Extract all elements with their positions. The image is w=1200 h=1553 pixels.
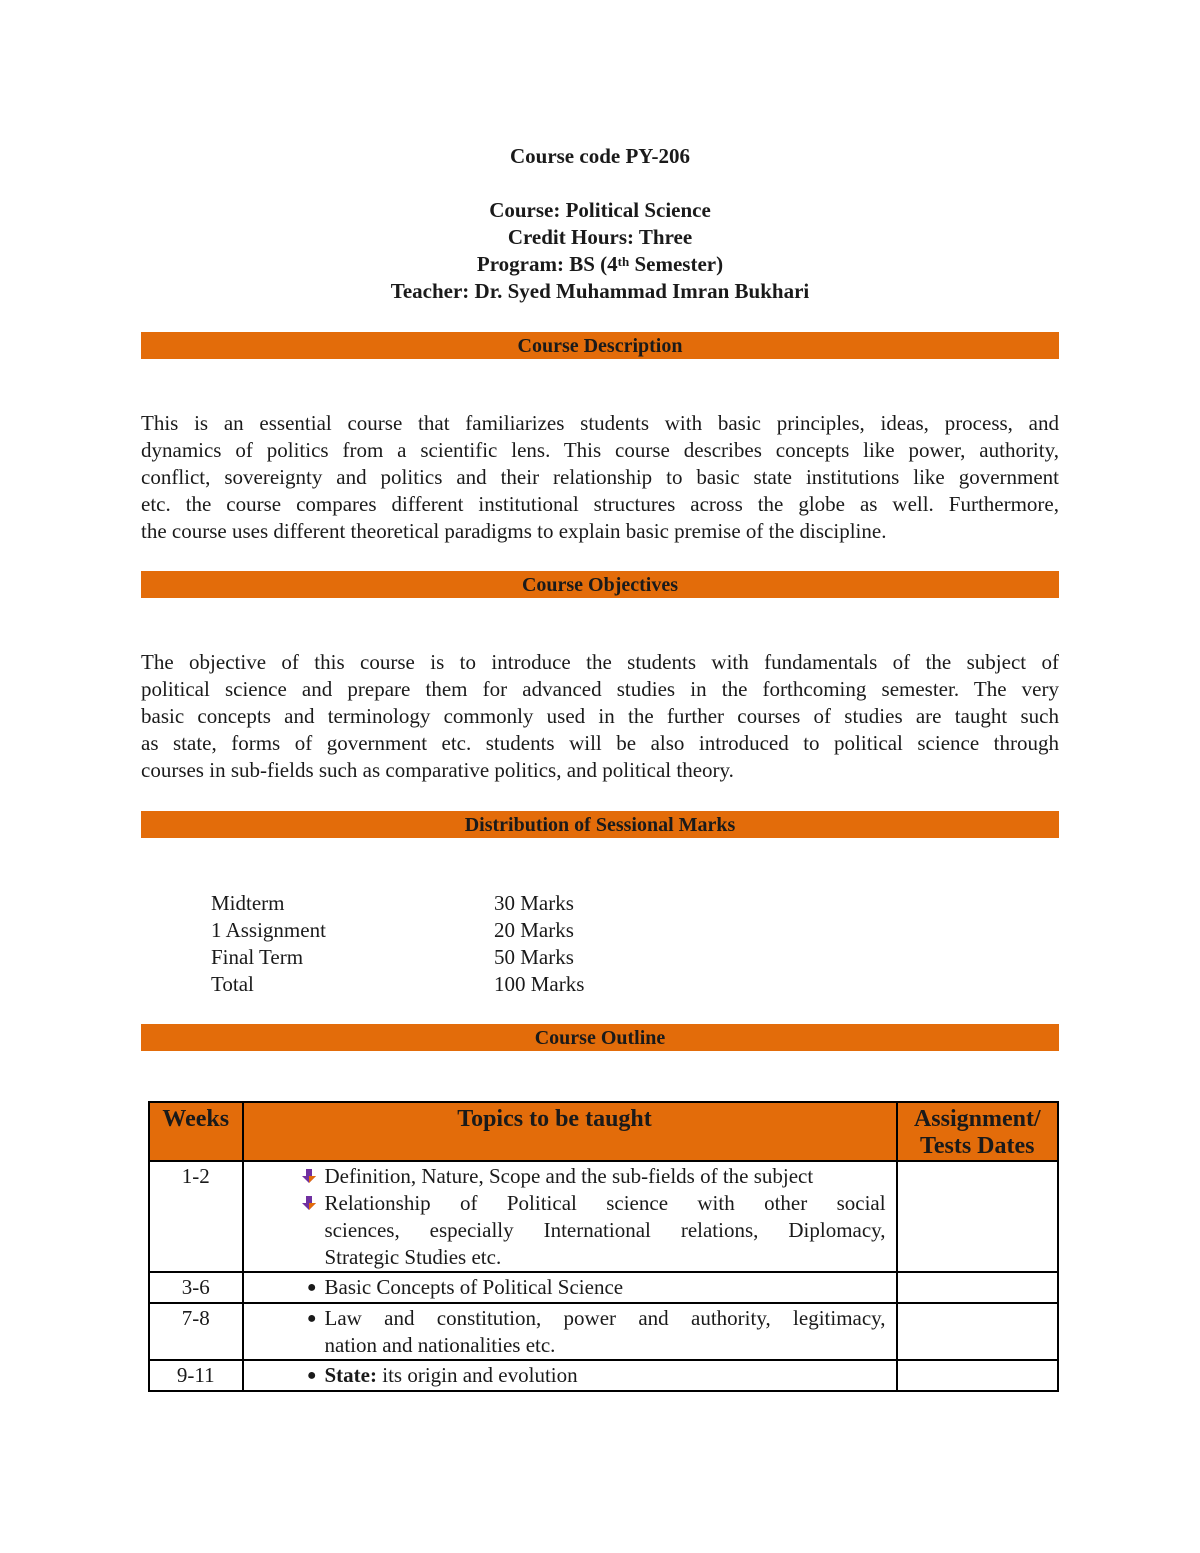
weeks-cell: 1-2 [149,1161,243,1272]
section-bar-course-objectives: Course Objectives [141,571,1059,598]
header-dates: Assignment/ Tests Dates [897,1102,1058,1161]
list-item: Definition, Nature, Scope and the sub-fields of the subject [244,1163,886,1190]
dates-cell [897,1272,1058,1303]
table-row [149,1360,1058,1391]
weeks-cell: 3-6 [149,1272,243,1303]
course-code: Course code PY-206 [509,144,691,168]
dates-cell [897,1360,1058,1391]
down-arrow-bullet-icon [244,1163,325,1190]
section-bar-sessional-marks: Distribution of Sessional Marks [141,811,1059,838]
table-row [149,1161,1058,1272]
weeks-cell: 7-8 [149,1303,243,1360]
dot-bullet-icon: ● [306,1367,317,1384]
section-bar-course-outline: Course Outline [141,1024,1059,1051]
list-item: Relationship of Political science with other social sciences, especially International relations, Diplomacy, Strategic Studies etc. [244,1190,886,1271]
course-name: Course: Political Science [489,198,711,222]
table-row [149,1303,1058,1360]
teacher: Teacher: Dr. Syed Muhammad Imran Bukhari [390,279,810,303]
section-bar-course-description: Course Description [141,332,1059,359]
table-header-row [149,1102,1058,1161]
credit-hours: Credit Hours: Three [507,225,693,249]
topics-cell [243,1303,897,1360]
header-topics: Topics to be taught [243,1102,897,1161]
topics-cell [243,1272,897,1303]
marks-row: Total 100 Marks [211,972,585,996]
marks-row: 1 Assignment 20 Marks [211,918,574,942]
course-outline-table [148,1101,1059,1392]
list-item: ● Law and constitution, power and authority, legitimacy, nation and nationalities etc. [244,1305,886,1359]
program: Program: BS (4th Semester) [476,252,724,276]
header-weeks: Weeks [149,1102,243,1161]
down-arrow-bullet-icon [244,1190,325,1271]
course-objectives-text: The objective of this course is to introduce the students with fundamentals of the subject of political science and prepare them for advanced studies in the forthcoming semester. The very basic concepts and terminology commonly used in the further courses of studies are taught such as state, forms of government etc. students will be also introduced to political science through courses in sub-fields such as comparative politics, and political theory. [141,650,1059,782]
dot-bullet-icon: ● [306,1279,317,1296]
marks-distribution-list [211,890,584,998]
dates-cell [897,1161,1058,1272]
dates-cell [897,1303,1058,1360]
marks-row: Midterm 30 Marks [211,891,574,915]
marks-row: Final Term 50 Marks [211,945,574,969]
weeks-cell: 9-11 [149,1360,243,1391]
topics-cell [243,1360,897,1391]
course-header [0,143,1200,305]
list-item: ● Basic Concepts of Political Science [244,1274,886,1301]
dot-bullet-icon: ● [306,1310,317,1327]
topics-cell [243,1161,897,1272]
course-description-text: This is an essential course that familiarizes students with basic principles, ideas, process, and dynamics of politics from a scientific lens. This course describes concepts like power, authority, conflict, sovereignty and politics and their relationship to basic state institutions like government etc. the course compares different institutional structures across the globe as well. Furthermore, the course uses different theoretical paradigms to explain basic premise of the discipline. [141,411,1059,543]
list-item: ● State: its origin and evolution [244,1362,886,1389]
table-row [149,1272,1058,1303]
